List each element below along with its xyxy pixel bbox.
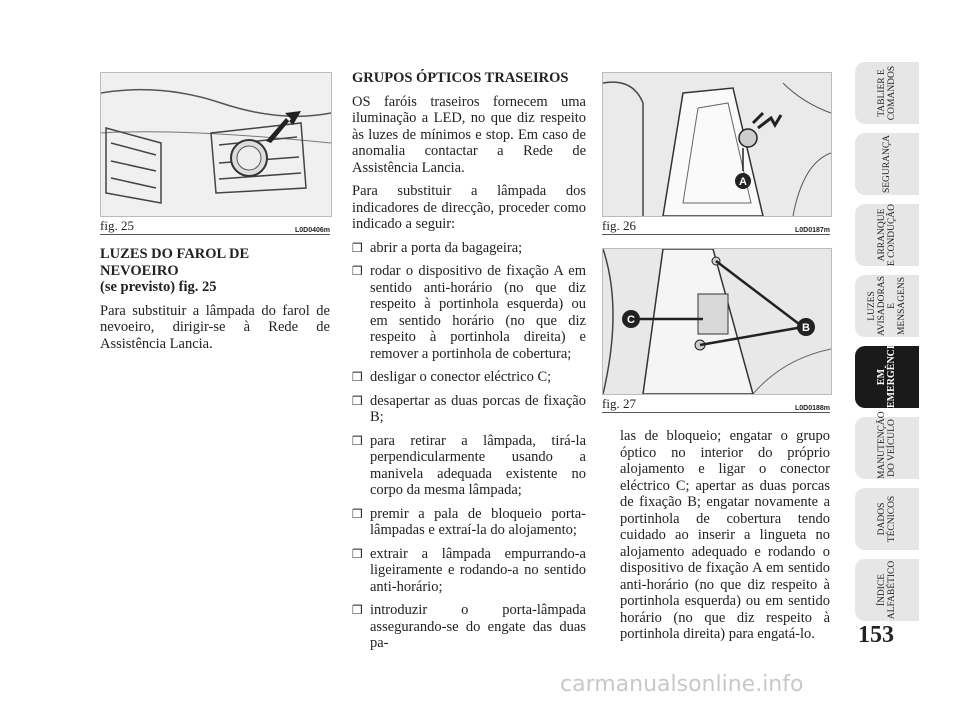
figure-25-caption [100,216,330,235]
list-item: ❒ desapertar as duas porcas de fixação B; [352,392,586,425]
tab-tablier-comandos[interactable]: TABLIER E COMANDOS [855,62,919,124]
tab-seguranca[interactable]: SEGURANÇA [855,133,919,195]
middle-column [352,70,586,659]
tab-manutencao-veiculo[interactable]: MANUTENÇÃO DO VEÍCULO [855,417,919,479]
left-column [100,246,330,359]
checkbox-bullet-icon: ❒ [352,240,363,255]
fog-light-heading [100,246,330,296]
list-item: ❒ abrir a porta da bagageira; [352,239,523,256]
figure-27-tail-light-nuts [602,248,832,395]
list-item: ❒ premir a pala de bloqueio porta-lâmpadas e extraí-la do alojamento; [352,505,586,538]
heading-line-2: NEVOEIRO [100,262,179,279]
checkbox-bullet-icon: ❒ [352,546,363,561]
rear-lights-heading: GRUPOS ÓPTICOS TRASEIROS [352,70,569,86]
heading-line-1: LUZES DO FAROL DE [100,246,250,262]
figure-27-caption [602,394,830,413]
tab-em-emergencia[interactable]: EM EMERGÊNCIA [855,346,919,408]
list-item: ❒ rodar o dispositivo de fixação A em sentido anti-horário (no que diz respeito à portinhola esquerda) ou em sentido horário (no que diz respeito à portinhola direita) e remover a portinhola de cobertura; [352,263,586,362]
figure-26-tail-light-cover [602,72,832,217]
tab-dados-tecnicos[interactable]: DADOS TÉCNICOS [855,488,919,550]
callout-b: B [802,322,810,334]
checkbox-bullet-icon: ❒ [352,264,363,278]
tab-arranque-conducao[interactable]: ARRANQUE E CONDUÇÃO [855,204,919,266]
figure-label: fig. 25 [100,218,134,233]
watermark: carmanualsonline.info [560,672,804,697]
figure-25-fog-light [100,72,332,217]
right-column [620,428,830,650]
checkbox-bullet-icon: ❒ [352,370,363,384]
figure-label: fig. 27 [602,396,636,411]
checkbox-bullet-icon: ❒ [352,603,363,617]
list-item: ❒ extrair a lâmpada empurrando-a ligeiramente e rodando-a no sentido anti-horário; [352,545,586,595]
figure-code: L0D0187m [794,227,830,234]
checkbox-bullet-icon: ❒ [352,506,363,521]
heading-line-3: (se previsto) fig. 25 [100,279,217,295]
rear-lights-intro: OS faróis traseiros fornecem uma iluminação a LED, no que diz respeito às luzes de mínimos e stop. Em caso de anomalia contactar a Rede de Assistência Lancia. [352,93,586,176]
figure-code: L0D0188m [794,405,830,412]
figure-26-caption [602,216,830,235]
list-item: ❒ para retirar a lâmpada, tirá-la perpendicularmente usando a manivela adequada existente no corpo da mesma lâmpada; [352,432,586,498]
instruction-list [352,240,586,652]
reassembly-paragraph: las de bloqueio; engatar o grupo óptico no interior do próprio alojamento e ligar o conector eléctrico C; apertar as duas porcas de fixação B; engatar novamente a portinhola de cobertura tendo cuidado ao inserir a lingueta no alojamento adequado e rodando o dispositivo de fixação A em sentido anti-horário (no que diz respeito à portinhola esquerda) ou em sentido horário (no que diz respeito à portinhola direita) para engatá-lo. [620,428,830,642]
callout-a: A [739,176,747,188]
figure-label: fig. 26 [602,218,636,233]
list-item: ❒ desligar o conector eléctrico C; [352,369,552,385]
list-item: ❒ introduzir o porta-lâmpada assegurando-se do engate das duas pa- [352,602,586,651]
figure-code: L0D0406m [294,227,330,234]
checkbox-bullet-icon: ❒ [352,393,363,408]
fog-light-paragraph: Para substituir a lâmpada do farol de nevoeiro, dirigir-se à Rede de Assistência Lancia. [100,302,330,352]
callout-c: C [627,314,635,326]
page-number: 153 [858,622,894,648]
tab-luzes-avisadoras[interactable]: LUZES AVISADORAS E MENSAGENS [855,275,919,337]
checkbox-bullet-icon: ❒ [352,433,363,448]
rear-lights-instructions: Para substituir a lâmpada dos indicadores de direcção, proceder como indicado a seguir: [352,183,586,232]
tab-indice-alfabetico[interactable]: ÍNDICE ALFABÉTICO [855,559,919,621]
